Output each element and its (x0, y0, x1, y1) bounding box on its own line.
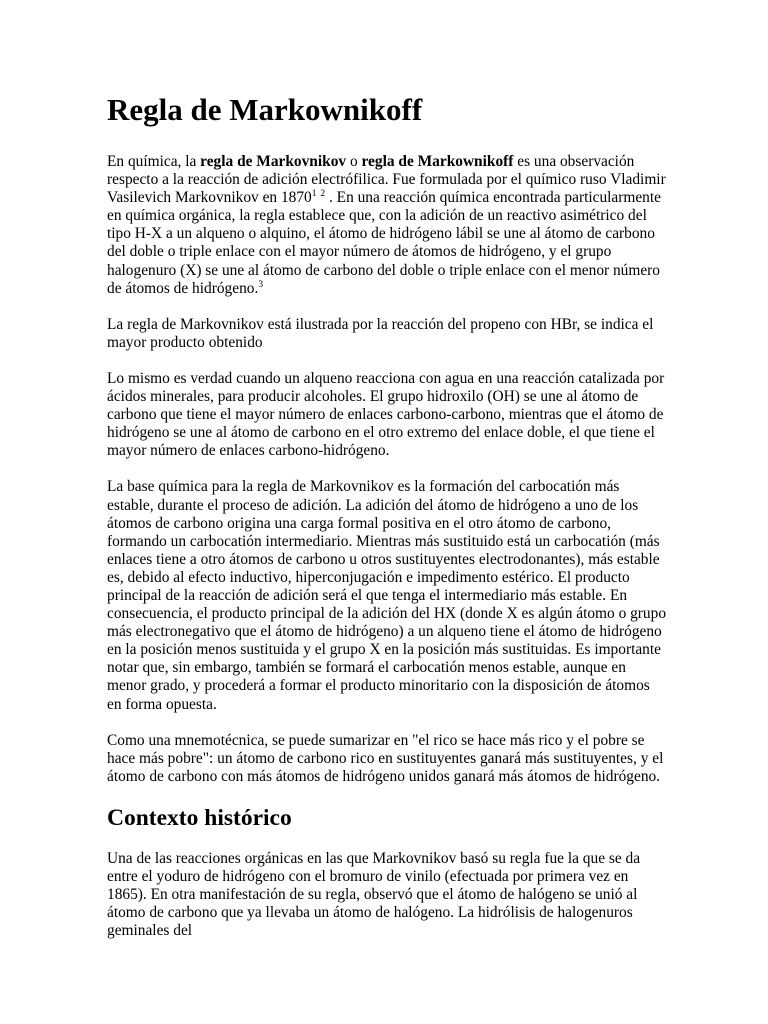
paragraph-mnemonic: Como una mnemotécnica, se puede sumarizar en "el rico se hace más rico y el pobre se hace más pobre": un átomo de carbono rico en sustituyentes ganará más sustituyentes, y el átomo de carbono con más átomos de hidrógeno unidos ganará más átomos de hidrógeno. (107, 731, 664, 785)
document-page (107, 92, 667, 958)
reference-3[interactable]: 3 (258, 279, 264, 290)
section-heading-historical-context: Contexto histórico (107, 804, 292, 831)
page-title: Regla de Markownikoff (107, 92, 423, 127)
intro-text-1: En química, la (107, 153, 201, 170)
paragraph-intro (107, 153, 667, 298)
intro-text-2: o (346, 153, 362, 170)
intro-text-3: es una observación respecto a la reacción de adición electrófilica. Fue formulada por el químico ruso Vladimir Vasilevich Markovnikov en 1870 (107, 153, 666, 207)
intro-text-4: . En una reacción química encontrada particularmente en química orgánica, la regla establece que, con la adición de un reactivo asimétrico del tipo H-X a un alqueno o alquino, el átomo de hidrógeno lábil se une al átomo de carbono del doble o triple enlace con el mayor número de átomos de hidrógeno, y el grupo halogenuro (X) se une al átomo de carbono del doble o triple enlace con el menor número de átomos de hidrógeno. (107, 189, 661, 297)
paragraph-water-addition: Lo mismo es verdad cuando un alqueno reacciona con agua en una reacción catalizada por ácidos minerales, para producir alcoholes. El grupo hidroxilo (OH) se une al átomo de carbono que tiene el mayor número de enlaces carbono-carbono, mientras que el átomo de hidrógeno se une al átomo de carbono en el otro extremo del enlace doble, el que tiene el mayor número de enlaces carbono-hidrógeno. (107, 369, 665, 460)
paragraph-history: Una de las reacciones orgánicas en las que Markovnikov basó su regla fue la que se da entre el yoduro de hidrógeno con el bromuro de vinilo (efectuada por primera vez en 1865). En otra manifestación de su regla, observó que el átomo de halógeno se unió al átomo de carbono que ya llevaba un átomo de halógeno. La hidrólisis de halogenuros geminales del (107, 849, 641, 940)
reference-2[interactable]: 2 (320, 189, 326, 200)
intro-bold-term-2: regla de Markownikoff (361, 153, 514, 170)
intro-bold-term-1: regla de Markovnikov (200, 153, 347, 170)
paragraph-carbocation: La base química para la regla de Markovnikov es la formación del carbocatión más estable, durante el proceso de adición. La adición del átomo de hidrógeno a uno de los átomos de carbono origina una carga formal positiva en el otro átomo de carbono, formando un carbocatión intermediario. Mientras más sustituido está un carbocatión (más enlaces tiene a otro átomos de carbono u otros sustituyentes electrodonantes), más estable es, debido al efecto inductivo, hiperconjugación e impedimento estérico. El producto principal de la reacción de adición será el que tenga el intermediario más estable. En consecuencia, el producto principal de la adición del HX (donde X es algún átomo o grupo más electronegativo que el átomo de hidrógeno) a un alqueno tiene el átomo de hidrógeno en la posición menos sustituida y el grupo X en la posición más sustituidas. Es importante notar que, sin embargo, también se formará el carbocatión menos estable, aunque en menor grado, y procederá a formar el producto minoritario con la disposición de átomos en forma opuesta. (107, 478, 667, 713)
reference-1[interactable]: 1 (311, 189, 317, 200)
paragraph-propene: La regla de Markovnikov está ilustrada por la reacción del propeno con HBr, se indica el mayor producto obtenido (107, 315, 654, 351)
